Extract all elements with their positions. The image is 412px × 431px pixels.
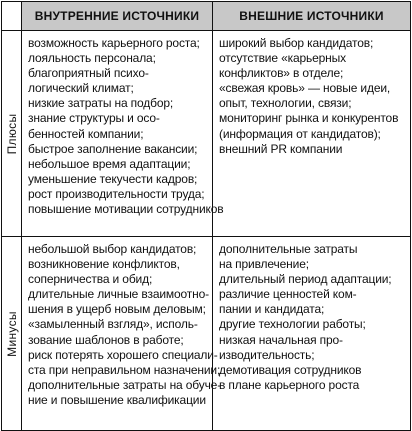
pros-external-line: мониторинг рынка и конкурентов: [219, 111, 399, 126]
pros-internal-line: логический климат;: [28, 81, 134, 96]
pros-internal-line: небольшое время адаптации;: [28, 156, 191, 171]
cons-external-line: демотивация сотрудников: [219, 362, 362, 377]
cons-external-line: дополнительные затраты: [219, 242, 358, 256]
cons-internal-line: дополнительные затраты на обуче-: [28, 377, 222, 392]
row-label-pros-cell: [2, 31, 22, 237]
pros-internal-line: благоприятный психо-: [28, 66, 149, 81]
row-label-pros: Плюсы: [4, 113, 19, 154]
pros-internal-line: знание структуры и осо-: [28, 111, 160, 126]
cons-external-cell: [213, 237, 411, 431]
cons-external-line: на привлечение;: [219, 257, 309, 272]
cons-external-line: изводительность;: [219, 347, 315, 362]
row-pros: [2, 31, 411, 237]
cons-internal-line: «замыленный взгляд», исполь-: [28, 317, 198, 332]
cons-internal-line: ние и повышение квалификации: [28, 392, 206, 407]
row-cons: [2, 237, 411, 431]
cons-external-line: другие технологии работы;: [219, 317, 366, 332]
cons-external-line: различие ценностей ком-: [219, 287, 357, 302]
cons-external-line: в плане карьерного роста: [219, 377, 360, 392]
cons-internal-line: небольшой выбор кандидатов;: [28, 242, 197, 256]
pros-external-cell: [213, 31, 411, 237]
pros-internal-line: бенностей компании;: [28, 126, 144, 141]
row-label-cons-cell: [2, 237, 22, 431]
pros-external-line: (информация от кандидатов);: [219, 126, 381, 141]
cons-internal-cell: [22, 237, 222, 431]
pros-external-line: внешний PR компании: [219, 141, 343, 156]
cons-internal-line: ста при неправильном назначении;: [28, 362, 221, 377]
cons-external-line: пании и кандидата;: [219, 302, 325, 317]
pros-internal-cell: [22, 31, 224, 237]
pros-internal-line: быстрое заполнение вакансии;: [28, 141, 198, 156]
pros-internal-line: низкие затраты на подбор;: [28, 96, 174, 111]
cons-internal-line: возникновение конфликтов,: [28, 257, 180, 272]
pros-external-line: широкий выбор кандидатов;: [219, 36, 374, 50]
pros-external-line: конфликтов» в отделе;: [219, 66, 344, 81]
row-label-cons: Минусы: [4, 310, 19, 357]
cons-internal-line: шения в ущерб новым деловым;: [28, 302, 206, 317]
corner-cell: [2, 2, 22, 31]
header-row: [2, 2, 411, 31]
cons-internal-line: риск потерять хорошего специали-: [28, 347, 218, 362]
pros-internal-line: возможность карьерного роста;: [28, 36, 200, 50]
pros-external-line: отсутствие «карьерных: [219, 51, 346, 66]
pros-internal-line: рост производительности труда;: [28, 186, 205, 201]
pros-external-line: опыт, технологии, связи;: [219, 96, 352, 111]
cons-external-line: низкая начальная про-: [219, 332, 343, 347]
pros-internal-line: уменьшение текучести кадров;: [28, 171, 198, 186]
cons-internal-line: соперничества и обид;: [28, 272, 153, 287]
header-external-sources: ВНЕШНИЕ ИСТОЧНИКИ: [213, 2, 411, 31]
pros-internal-line: лояльность персонала;: [28, 51, 156, 66]
cons-external-line: длительный период адаптации;: [219, 272, 392, 287]
header-internal-sources: ВНУТРЕННИЕ ИСТОЧНИКИ: [22, 2, 213, 31]
pros-external-line: «свежая кровь» — новые идеи,: [219, 81, 391, 96]
sources-comparison-table: [1, 1, 411, 431]
cons-internal-line: зование шаблонов в работе;: [28, 332, 184, 347]
cons-internal-line: длительные личные взаимоотно-: [28, 287, 209, 302]
pros-internal-line: повышение мотивации сотрудников: [28, 202, 224, 217]
